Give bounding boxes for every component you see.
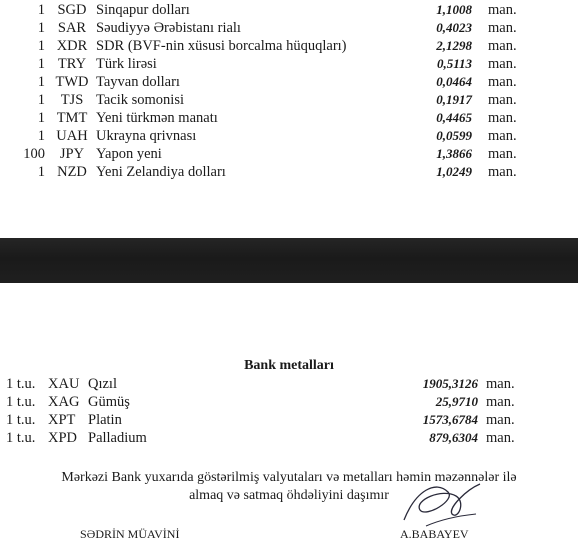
currency-name: Türk lirəsi <box>96 56 157 72</box>
unit-amount: 1 <box>37 128 45 144</box>
currency-suffix: man. <box>488 92 517 108</box>
currency-code: TWD <box>55 74 89 90</box>
unit-amount: 100 <box>23 146 45 162</box>
currency-row <box>0 163 578 181</box>
metal-name: Palladium <box>88 430 147 446</box>
currency-name: Səudiyyə Ərəbistanı rialı <box>96 20 241 36</box>
currency-suffix: man. <box>488 110 517 126</box>
unit-amount: 1 t.u. <box>6 376 36 392</box>
exchange-rate: 0,0464 <box>436 74 472 89</box>
metals-heading: Bank metalları <box>244 358 334 373</box>
currency-row <box>0 55 578 73</box>
page-divider <box>0 238 578 283</box>
currency-name: SDR (BVF-nin xüsusi borcalma hüquqları) <box>96 38 347 54</box>
unit-amount: 1 <box>37 2 45 18</box>
currency-suffix: man. <box>488 2 517 18</box>
currency-row <box>0 1 578 19</box>
metal-rate: 1573,6784 <box>422 412 478 427</box>
signer-name: A.BABAYEV <box>400 527 469 541</box>
currency-code: TMT <box>56 110 88 126</box>
metal-name: Qızıl <box>88 376 117 392</box>
unit-amount: 1 t.u. <box>6 430 36 446</box>
currency-code: SGD <box>57 2 87 18</box>
metal-code: XPT <box>48 412 76 428</box>
currency-code: XDR <box>56 38 88 54</box>
currency-suffix: man. <box>486 394 515 410</box>
unit-amount: 1 <box>37 110 45 126</box>
deputy-chair-label: SƏDRİN MÜAVİNİ <box>80 527 180 541</box>
metal-row <box>0 393 578 411</box>
currency-name: Ukrayna qrivnası <box>96 128 197 144</box>
metal-rate: 25,9710 <box>435 394 478 409</box>
currency-code: NZD <box>57 164 87 180</box>
metal-row <box>0 411 578 429</box>
exchange-rate: 0,5113 <box>436 56 472 71</box>
currency-code: TJS <box>60 92 84 108</box>
metal-rate: 879,6304 <box>429 430 478 445</box>
exchange-rate: 0,1917 <box>436 92 472 107</box>
currency-suffix: man. <box>486 412 515 428</box>
exchange-rate: 1,0249 <box>436 164 472 179</box>
currency-name: Tayvan dolları <box>96 74 180 90</box>
currency-code: JPY <box>59 146 85 162</box>
currency-suffix: man. <box>488 164 517 180</box>
currency-code: TRY <box>57 56 87 72</box>
handwritten-signature <box>396 470 488 532</box>
currency-name: Yapon yeni <box>96 146 162 162</box>
disclaimer-line-1: Mərkəzi Bank yuxarıda göstərilmiş valyutaları və metalları həmin məzənnələr ilə <box>61 470 517 485</box>
metal-name: Platin <box>88 412 122 428</box>
currency-name: Yeni Zelandiya dolları <box>96 164 226 180</box>
currency-row <box>0 145 578 163</box>
metal-code: XPD <box>48 430 78 446</box>
currency-name: Tacik somonisi <box>96 92 184 108</box>
currency-row <box>0 37 578 55</box>
currency-row <box>0 73 578 91</box>
unit-amount: 1 <box>37 92 45 108</box>
exchange-rate: 2,1298 <box>436 38 472 53</box>
unit-amount: 1 <box>37 74 45 90</box>
metal-code: XAG <box>48 394 80 410</box>
metal-code: XAU <box>48 376 80 392</box>
currency-suffix: man. <box>488 38 517 54</box>
currency-suffix: man. <box>488 20 517 36</box>
exchange-rate: 0,4465 <box>436 110 472 125</box>
metal-row <box>0 429 578 447</box>
metal-name: Gümüş <box>88 394 130 410</box>
metal-rate: 1905,3126 <box>422 376 478 391</box>
currency-code: UAH <box>56 128 88 144</box>
unit-amount: 1 t.u. <box>6 394 36 410</box>
currency-row <box>0 19 578 37</box>
exchange-rate: 0,0599 <box>436 128 472 143</box>
unit-amount: 1 <box>37 56 45 72</box>
exchange-rate: 1,1008 <box>436 2 472 17</box>
currency-code: SAR <box>57 20 87 36</box>
currency-name: Sinqapur dolları <box>96 2 190 18</box>
currency-row <box>0 127 578 145</box>
currency-suffix: man. <box>488 128 517 144</box>
currency-row <box>0 109 578 127</box>
unit-amount: 1 <box>37 20 45 36</box>
currency-suffix: man. <box>488 56 517 72</box>
currency-suffix: man. <box>486 430 515 446</box>
currency-suffix: man. <box>486 376 515 392</box>
currency-row <box>0 91 578 109</box>
unit-amount: 1 t.u. <box>6 412 36 428</box>
currency-suffix: man. <box>488 74 517 90</box>
disclaimer-line-2: almaq və satmaq öhdəliyini daşımır <box>189 488 389 503</box>
currency-suffix: man. <box>488 146 517 162</box>
unit-amount: 1 <box>37 164 45 180</box>
unit-amount: 1 <box>37 38 45 54</box>
exchange-rate: 1,3866 <box>436 146 472 161</box>
currency-name: Yeni türkmən manatı <box>96 110 218 126</box>
metal-row <box>0 375 578 393</box>
exchange-rate: 0,4023 <box>436 20 472 35</box>
